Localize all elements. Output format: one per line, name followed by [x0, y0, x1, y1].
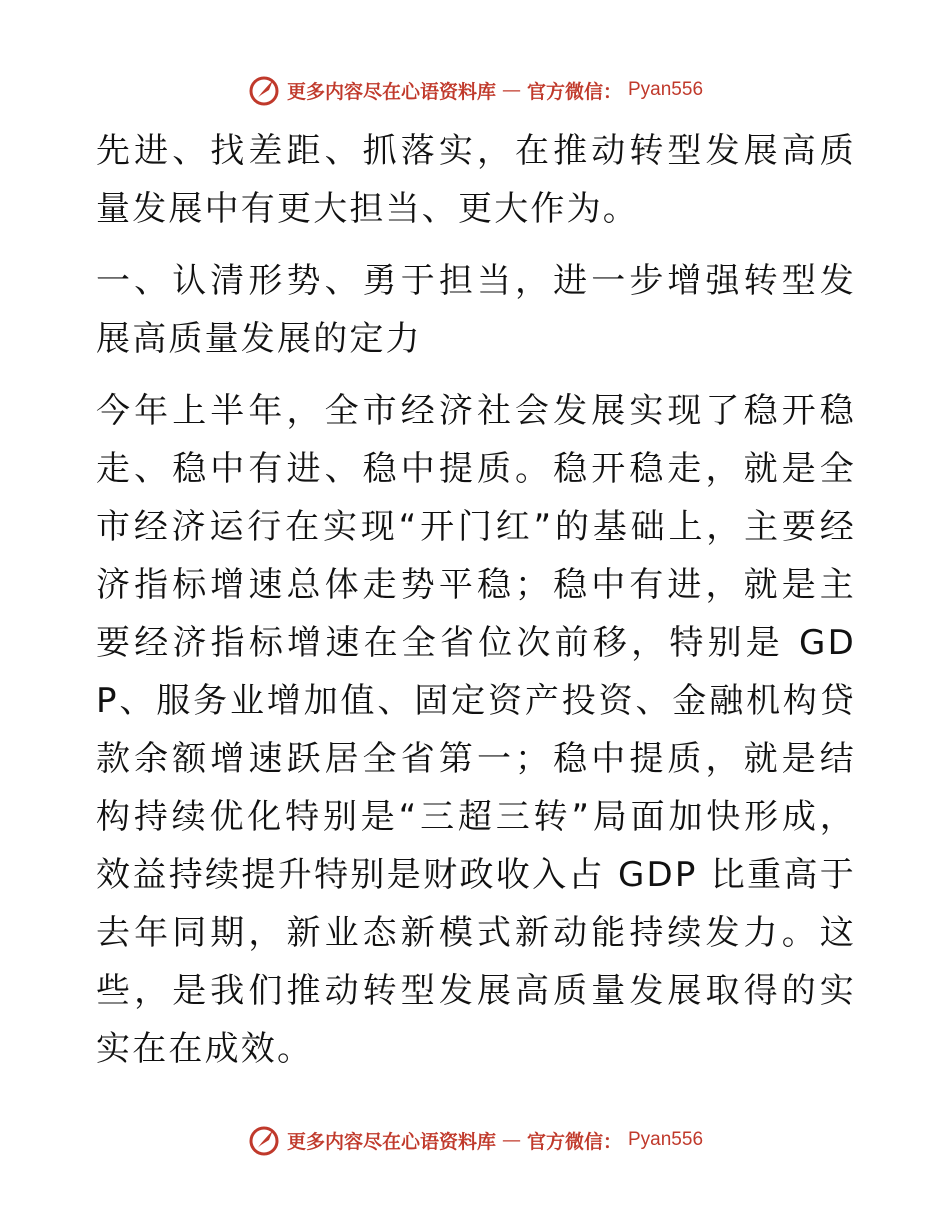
footer-watermark [0, 1120, 950, 1160]
watermark-separator: — [501, 1129, 521, 1151]
feather-logo-icon [247, 73, 281, 107]
watermark-channel: 官方微信： [526, 1130, 622, 1153]
watermark-separator: — [501, 79, 521, 101]
watermark-brand: 更多内容尽在心语资料库 [286, 80, 496, 103]
document-body [96, 122, 856, 1092]
paragraph-main: 今年上半年，全市经济社会发展实现了稳开稳走、稳中有进、稳中提质。稳开稳走，就是全市经济运行在实现“开门红”的基础上，主要经济指标增速总体走势平稳；稳中有进，就是主要经济指标增速在全省位次前移，特别是 GDP、服务业增加值、固定资产投资、金融机构贷款余额增速跃居全省第一；稳中提质，就是结构持续优化特别是“三超三转”局面加快形成，效益持续提升特别是财政收入占 GDP 比重高于去年同期，新业态新模式新动能持续发力。这些，是我们推动转型发展高质量发展取得的实实在在成效。 [96, 391, 856, 1069]
watermark-brand: 更多内容尽在心语资料库 [286, 1130, 496, 1153]
watermark-channel: 官方微信： [526, 80, 622, 103]
watermark-wechat-id: Pyan556 [628, 1129, 704, 1150]
feather-logo-icon [247, 1123, 281, 1157]
header-watermark [0, 70, 950, 110]
paragraph-intro: 先进、找差距、抓落实，在推动转型发展高质量发展中有更大担当、更大作为。 [96, 131, 856, 229]
section-heading: 一、认清形势、勇于担当，进一步增强转型发展高质量发展的定力 [96, 261, 856, 359]
watermark-wechat-id: Pyan556 [628, 79, 704, 100]
